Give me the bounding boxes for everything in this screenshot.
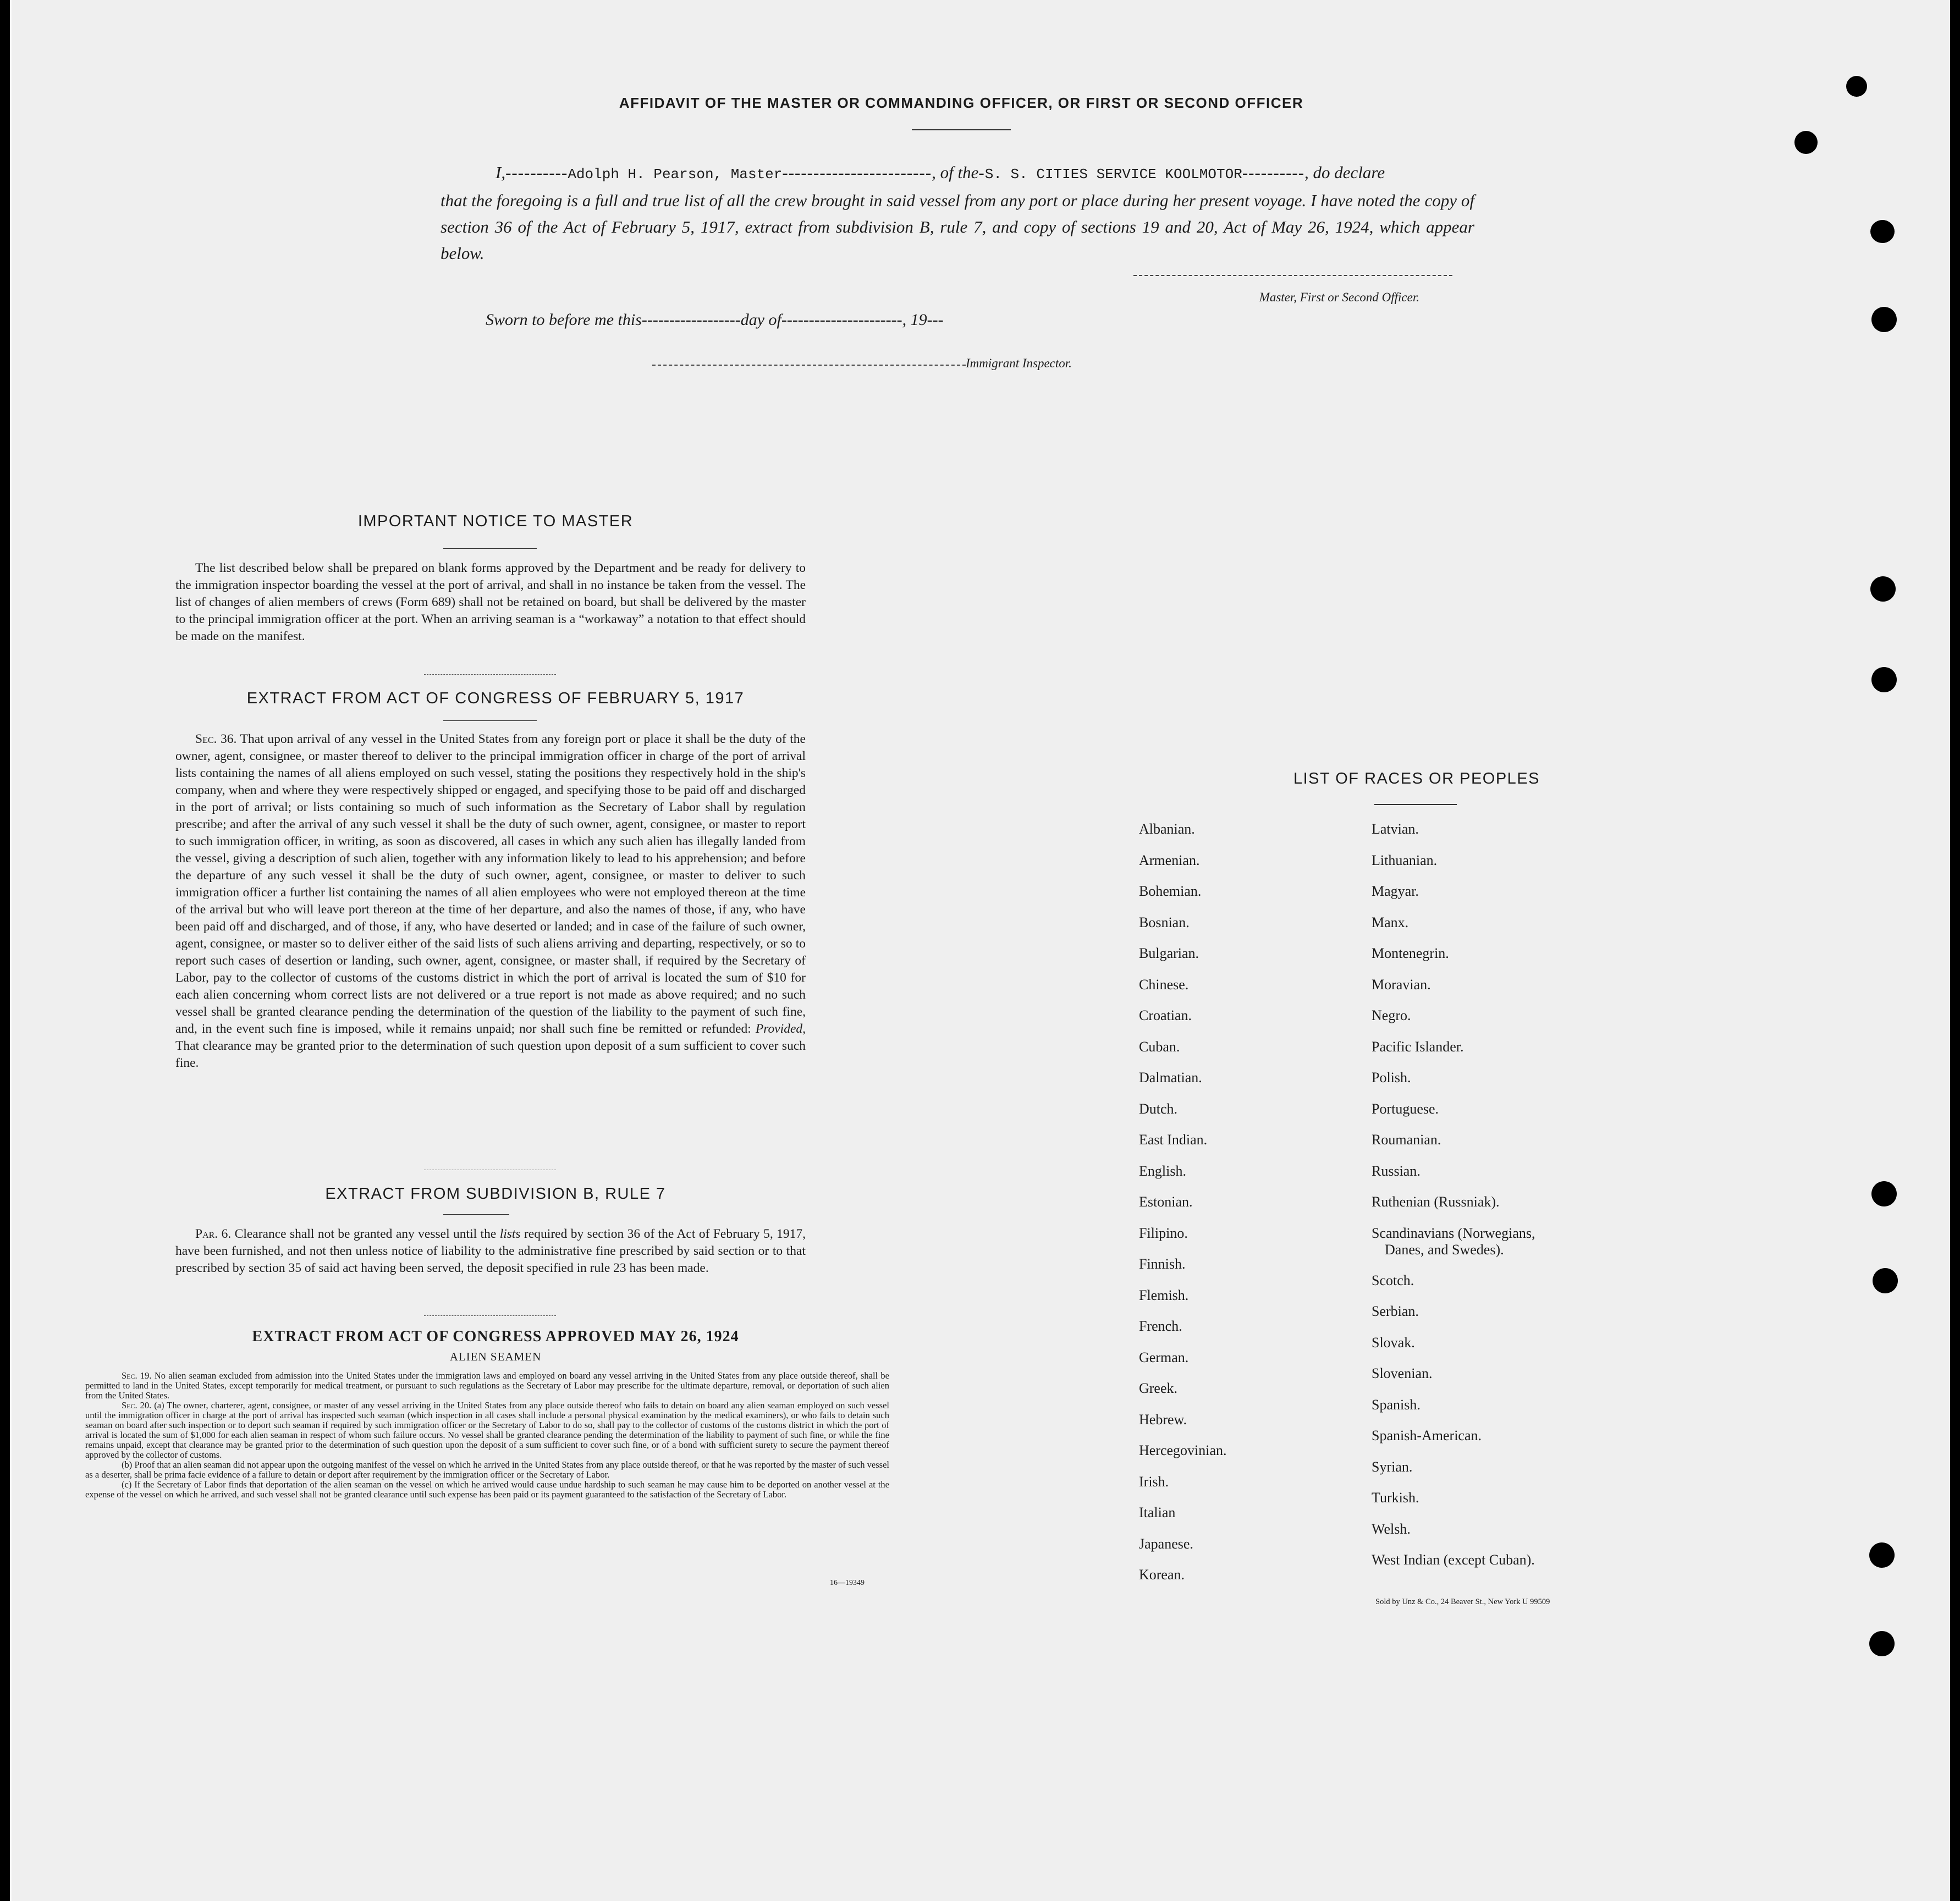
punch-hole bbox=[1869, 1631, 1895, 1656]
races-divider bbox=[1374, 804, 1457, 805]
races-right-column bbox=[1372, 814, 1535, 1576]
printer-imprint: Sold by Unz & Co., 24 Beaver St., New York U 99509 bbox=[1375, 1597, 1550, 1606]
races-left-column bbox=[1139, 814, 1227, 1591]
race-item: Roumanian. bbox=[1372, 1132, 1441, 1148]
race-item: Slovenian. bbox=[1372, 1365, 1433, 1381]
rule7-end-rule bbox=[424, 1315, 556, 1316]
race-item: Italian bbox=[1139, 1505, 1176, 1520]
sec20a-text: (a) The owner, charterer, agent, consignee, or master of any vessel arriving in the United States from any place outside thereof who fails to detain on board any alien seaman employed on such vessel until the immigration officer in charge at the port of arrival has inspected such seaman (which inspection in all cases shall include a personal physical examination by the medical examiners), or who fails to detain such seaman on board after such inspection or to deport such seaman if required by such immigration officer or the Secretary of Labor to do so, shall pay to the collector of customs of the customs district in which the port of arrival is located the sum of $1,000 for each alien seaman in respect of whom such failure occurs. No vessel shall be granted clearance pending the determination of the liability to payment of such fine, or while the fine remains unpaid, except that clearance may be granted prior to the determination of such question upon the deposit of a sum sufficient to cover such fine, or of a bond with sufficient surety to secure the payment thereof approved by the collector of customs. bbox=[85, 1400, 890, 1460]
sec20c-text: (c) If the Secretary of Labor finds that deportation of the alien seaman on the vessel on which he arrived would cause undue hardship to such seaman he may cause him to be deported on another vessel at the expense of the vessel on which he arrived, and such vessel shall not be granted clearance until such expense has been paid or its payment guaranteed to the satisfaction of the Secretary of Labor. bbox=[85, 1479, 889, 1500]
race-item: Serbian. bbox=[1372, 1303, 1419, 1319]
punch-hole bbox=[1794, 131, 1818, 154]
par6-body-b: required by section 36 of the Act of February 5, 1917, have been furnished, and not then unless notice of liability to the administrative fine prescribed by said section or to that prescribed by section 35 of said act having been served, the deposit specified in rule 23 has been made. bbox=[175, 1227, 806, 1275]
sec20-label: Sec. 20. bbox=[122, 1400, 152, 1410]
race-item: Ruthenian (Russniak). bbox=[1372, 1194, 1500, 1210]
race-item: Hebrew. bbox=[1139, 1411, 1187, 1428]
notice-text: The list described below shall be prepared on blank forms approved by the Department and be ready for delivery to the immigration inspector boarding the vessel at the port of arrival, and shall in no instance be taken from the vessel. The list of changes of alien members of crews (Form 689) shall not be retained on board, but shall be delivered by the master to the principal immigration officer at the port. When an arriving seaman is a “workaway” a notation to that effect should be made on the manifest. bbox=[175, 561, 806, 643]
race-item: Bulgarian. bbox=[1139, 945, 1199, 961]
punch-hole bbox=[1871, 667, 1897, 692]
provided-label: Provided, bbox=[755, 1022, 806, 1036]
notice-title: IMPORTANT NOTICE TO MASTER bbox=[357, 513, 634, 530]
race-item: German. bbox=[1139, 1349, 1189, 1365]
extract-1917-divider bbox=[443, 720, 537, 721]
race-item: Estonian. bbox=[1139, 1194, 1193, 1210]
vessel-name-field[interactable]: S. S. CITIES SERVICE KOOLMOTOR bbox=[984, 166, 1242, 183]
master-signature-label: Master, First or Second Officer. bbox=[1259, 290, 1419, 304]
affidavit-title: AFFIDAVIT OF THE MASTER OR COMMANDING OFFICER, OR FIRST OR SECOND OFFICER bbox=[619, 95, 1304, 111]
title-divider bbox=[912, 129, 1011, 130]
inspector-signature-line[interactable] bbox=[652, 365, 966, 366]
race-item: East Indian. bbox=[1139, 1132, 1208, 1148]
race-item: Magyar. bbox=[1372, 883, 1419, 899]
race-item: Danes, and Swedes). bbox=[1385, 1241, 1504, 1258]
race-item: Scotch. bbox=[1372, 1272, 1414, 1288]
punch-hole bbox=[1846, 76, 1867, 97]
punch-hole bbox=[1871, 1181, 1897, 1206]
race-item: Dutch. bbox=[1139, 1100, 1178, 1117]
form-page bbox=[10, 0, 1950, 1901]
sworn-prefix: Sworn to before me this bbox=[486, 311, 642, 329]
punch-hole bbox=[1870, 576, 1896, 602]
race-item: Bohemian. bbox=[1139, 883, 1202, 899]
race-item: Spanish. bbox=[1372, 1396, 1421, 1413]
race-item: Chinese. bbox=[1139, 976, 1189, 993]
race-item: Negro. bbox=[1372, 1007, 1411, 1023]
race-item: Filipino. bbox=[1139, 1225, 1188, 1241]
race-item: Armenian. bbox=[1139, 852, 1200, 868]
lists-word: lists bbox=[499, 1227, 521, 1241]
inspector-label: Immigrant Inspector. bbox=[966, 356, 1072, 370]
sec19-label: Sec. 19. bbox=[122, 1370, 152, 1381]
punch-hole bbox=[1870, 220, 1895, 243]
race-item: Croatian. bbox=[1139, 1007, 1192, 1023]
race-item: Dalmatian. bbox=[1139, 1070, 1202, 1086]
race-item: Albanian. bbox=[1139, 821, 1195, 837]
sec36-body-end: That clearance may be granted prior to the determination of such question upon deposit of a sum sufficient to cover such fine. bbox=[175, 1039, 806, 1070]
race-item: Pacific Islander. bbox=[1372, 1038, 1464, 1055]
sworn-year-blank[interactable]: --- bbox=[927, 311, 944, 329]
affidavit-i: I, bbox=[495, 163, 506, 182]
extract-1917-text bbox=[175, 731, 806, 1072]
sec19-text: No alien seaman excluded from admission into the United States under the immigration laws and employed on board any vessel arriving in the United States from any place outside thereof, shall be permitted to land in the United States, except temporarily for medical treatment, or pursuant to such regulations as the Secretary of Labor may prescribe for the ultimate departure, removal, or deportation of such alien from the United States. bbox=[85, 1370, 889, 1401]
race-item: Portuguese. bbox=[1372, 1100, 1439, 1117]
race-item: Syrian. bbox=[1372, 1458, 1413, 1475]
extract-1924-text bbox=[85, 1371, 889, 1500]
sec36-label: Sec. 36. bbox=[195, 732, 237, 746]
race-item: Lithuanian. bbox=[1372, 852, 1438, 868]
affidavit-body: that the foregoing is a full and true list of all the crew brought in said vessel from any port or place during her present voyage. I have noted the copy of section 36 of the Act of February 5, 1917, extract from subdivision B, rule 7, and copy of sections 19 and 20, Act of May 26, 1924, which appear below. bbox=[441, 191, 1474, 263]
race-item: Finnish. bbox=[1139, 1256, 1186, 1272]
race-item: Irish. bbox=[1139, 1473, 1169, 1490]
race-item: Montenegrin. bbox=[1372, 945, 1449, 961]
master-name-field[interactable]: Adolph H. Pearson, Master bbox=[568, 166, 783, 183]
notice-end-rule bbox=[424, 674, 556, 675]
race-item: French. bbox=[1139, 1318, 1182, 1334]
races-title: LIST OF RACES OR PEOPLES bbox=[1293, 770, 1540, 787]
race-item: Hercegovinian. bbox=[1139, 1442, 1227, 1458]
race-item: Polish. bbox=[1372, 1070, 1411, 1086]
race-item: Latvian. bbox=[1372, 821, 1419, 837]
sworn-line bbox=[486, 311, 944, 329]
sec20b-text: (b) Proof that an alien seaman did not appear upon the outgoing manifest of the vessel on which he arrived in the United States from any place outside thereof, or that he was reported by the master of such vessel as a deserter, shall be prima facie evidence of a failure to detain or deport after requirement by the immigration officer or the Secretary of Labor. bbox=[85, 1459, 889, 1480]
race-item: Moravian. bbox=[1372, 976, 1431, 993]
sworn-month-blank[interactable]: ---------------------- bbox=[781, 311, 902, 329]
sworn-day-label: day of bbox=[740, 311, 781, 329]
sec36-body: That upon arrival of any vessel in the United States from any foreign port or place it shall be the duty of the owner, agent, consignee, or master thereof to deliver to the principal immigration officer in charge of the port of arrival lists containing the names of all aliens employed on such vessel, stating the positions they respectively hold in the ship's company, when and where they were respectively shipped or engaged, and specifying those to be paid off and discharged in the port of arrival; or lists containing so much of such information as the Secretary of Labor shall by regulation prescribe; and after the arrival of any such vessel it shall be the duty of such owner, agent, consignee, or master to report to such immigration officer, in writing, as soon as discovered, all cases in which any such alien has illegally landed from the vessel, giving a description of such alien, together with any information likely to lead to his apprehension; and before the departure of any such vessel it shall be the duty of such owner, agent, consignee, or master to deliver to such immigration officer a further list containing the names of all alien employees who were not employed thereon at the time of the arrival but who will leave port thereon at the time of her departure, and also the names of those, if any, who have been paid off and discharged, and of those, if any, who have deserted or landed; and in case of the failure of such owner, agent, consignee, or master so to deliver either of the said lists of such aliens arriving and departing, respectively, or so to report such cases of desertion or landing, such owner, agent, consignee, or master shall, if required by the Secretary of Labor, pay to the collector of customs of the customs district in which the port of arrival is located the sum of $10 for each alien concerning whom correct lists are not delivered or a true report is not made as above required; and no such vessel shall be granted clearance pending the determination of the question of the liability to the payment of such fine, and, in the event such fine is imposed, while it remains unpaid; nor shall such fine be remitted or refunded: bbox=[175, 732, 806, 1036]
rule7-divider bbox=[443, 1214, 509, 1215]
race-item: Russian. bbox=[1372, 1162, 1421, 1179]
race-item: Japanese. bbox=[1139, 1535, 1193, 1552]
par6-body-a: Clearance shall not be granted any vessel until the bbox=[234, 1227, 497, 1241]
par6-label: Par. 6. bbox=[195, 1227, 232, 1241]
extract-1917-title: EXTRACT FROM ACT OF CONGRESS OF FEBRUARY 5, 1917 bbox=[246, 690, 745, 707]
rule7-text bbox=[175, 1226, 806, 1277]
race-item: Turkish. bbox=[1372, 1490, 1419, 1506]
affidavit-text: I,----------Adolph H. Pearson, Master------------------------, of the-S. S. CITIES SERVICE KOOLMOTOR----------, do declare that the foregoing is a full and true list of all the crew brought in said vessel from any port or place during her present voyage. I have noted the copy of section 36 of the Act of February 5, 1917, extract from subdivision B, rule 7, and copy of sections 19 and 20, Act of May 26, 1924, which appear below. bbox=[441, 159, 1474, 267]
race-item: Greek. bbox=[1139, 1380, 1178, 1396]
race-item: Korean. bbox=[1139, 1567, 1185, 1583]
race-item: Bosnian. bbox=[1139, 914, 1190, 930]
punch-hole bbox=[1871, 307, 1897, 332]
race-item: Cuban. bbox=[1139, 1038, 1180, 1055]
affidavit-declare: , do declare bbox=[1304, 163, 1385, 182]
race-item: Flemish. bbox=[1139, 1287, 1189, 1303]
punch-hole bbox=[1869, 1542, 1895, 1568]
rule7-title: EXTRACT FROM SUBDIVISION B, RULE 7 bbox=[325, 1185, 666, 1203]
punch-hole bbox=[1873, 1268, 1898, 1293]
race-item: Welsh. bbox=[1372, 1520, 1411, 1537]
form-number: 16—19349 bbox=[830, 1579, 865, 1587]
notice-divider bbox=[443, 548, 537, 549]
affidavit-of-the: , of the bbox=[932, 163, 979, 182]
race-item: Spanish-American. bbox=[1372, 1428, 1482, 1443]
race-item: English. bbox=[1139, 1162, 1186, 1179]
race-item: Manx. bbox=[1372, 914, 1409, 930]
alien-seamen-subtitle: ALIEN SEAMEN bbox=[449, 1350, 542, 1363]
master-signature-line[interactable] bbox=[1133, 275, 1452, 276]
race-item: West Indian (except Cuban). bbox=[1372, 1552, 1535, 1568]
sworn-date-blank[interactable]: ------------------ bbox=[641, 311, 741, 329]
sworn-year-label: , 19 bbox=[902, 311, 927, 329]
extract-1924-title: EXTRACT FROM ACT OF CONGRESS APPROVED MAY 26, 1924 bbox=[252, 1328, 739, 1345]
race-item: Slovak. bbox=[1372, 1334, 1415, 1351]
race-item: Scandinavians (Norwegians, bbox=[1372, 1225, 1535, 1241]
